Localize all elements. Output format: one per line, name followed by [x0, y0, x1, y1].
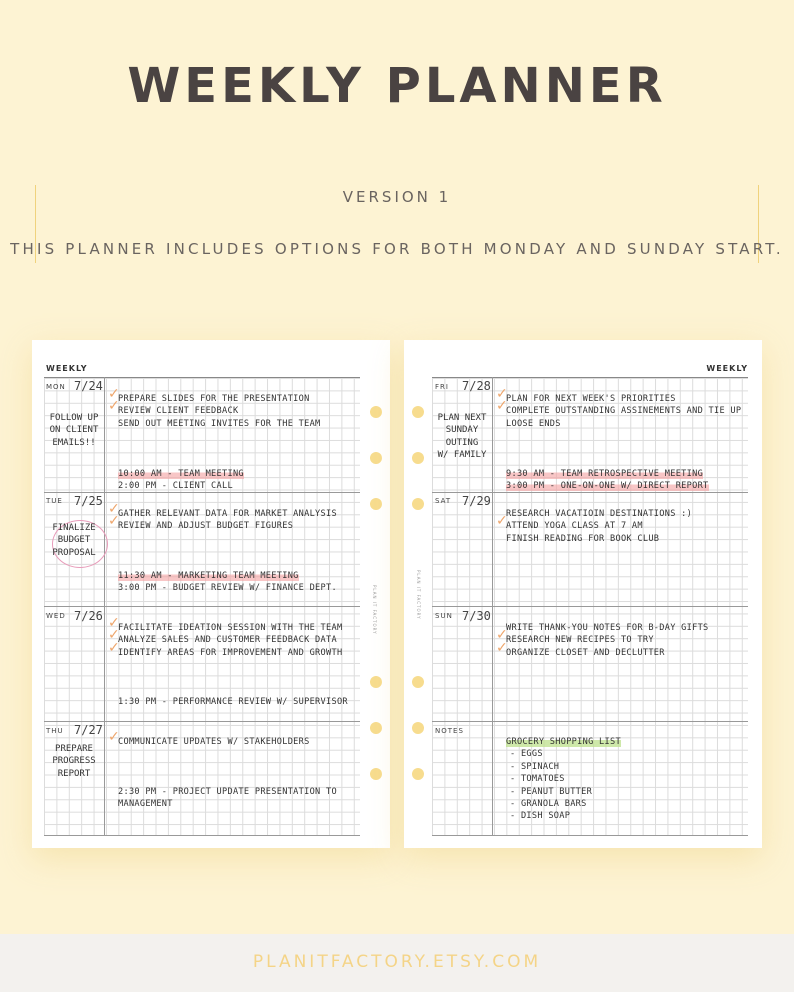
- list-item: - PEANUT BUTTER: [510, 787, 593, 797]
- task-item: FACILITATE IDEATION SESSION WITH THE TEAM: [118, 623, 343, 633]
- task-item: GATHER RELEVANT DATA FOR MARKET ANALYSIS: [118, 509, 337, 519]
- brand-vertical-text: PLAN IT FACTORY: [416, 570, 421, 620]
- ring-hole: [370, 498, 382, 510]
- checkmark-icon: ✓: [108, 386, 120, 402]
- checkmark-icon: ✓: [108, 615, 120, 631]
- grocery-list-title: GROCERY SHOPPING LIST: [506, 737, 621, 747]
- brand-vertical-text: PLAN IT FACTORY: [372, 585, 377, 635]
- task-item: ORGANIZE CLOSET AND DECLUTTER: [506, 648, 665, 658]
- footer-shop-url[interactable]: PLANITFACTORY.ETSY.COM: [252, 952, 542, 972]
- checkmark-icon: ✓: [108, 501, 120, 517]
- ring-hole: [412, 676, 424, 688]
- task-item: IDENTIFY AREAS FOR IMPROVEMENT AND GROWTH: [118, 648, 343, 658]
- checkmark-icon: ✓: [496, 386, 508, 402]
- task-item: RESEARCH VACATIOIN DESTINATIONS :): [506, 509, 693, 519]
- ring-hole: [370, 768, 382, 780]
- page-title: WEEKLY PLANNER: [127, 58, 667, 114]
- list-item: - SPINACH: [510, 762, 560, 772]
- checkmark-icon: ✓: [108, 729, 120, 745]
- event-item: 3:00 PM - BUDGET REVIEW W/ FINANCE DEPT.: [118, 583, 337, 593]
- checkmark-icon: ✓: [496, 398, 508, 414]
- list-item: - DISH SOAP: [510, 811, 571, 821]
- list-item: - TOMATOES: [510, 774, 565, 784]
- checkmark-icon: ✓: [108, 398, 120, 414]
- event-item: 11:30 AM - MARKETING TEAM MEETING: [118, 571, 299, 581]
- task-item: COMPLETE OUTSTANDING ASSINEMENTS AND TIE UP: [506, 406, 742, 416]
- day-separator: [432, 606, 748, 607]
- left-page-header: WEEKLY: [46, 364, 88, 373]
- version-label: VERSION 1: [342, 188, 452, 206]
- task-item: LOOSE ENDS: [506, 419, 561, 429]
- day-date: 7/28: [462, 379, 491, 393]
- task-item: FINISH READING FOR BOOK CLUB: [506, 534, 660, 544]
- day-date: 7/27: [74, 723, 103, 737]
- ring-hole: [412, 406, 424, 418]
- ring-hole: [412, 768, 424, 780]
- event-item: 1:30 PM - PERFORMANCE REVIEW W/ SUPERVISOR: [118, 697, 348, 707]
- event-item: 2:00 PM - CLIENT CALL: [118, 481, 233, 491]
- day-separator: [44, 721, 360, 722]
- day-date: 7/25: [74, 494, 103, 508]
- event-item: 2:30 PM - PROJECT UPDATE PRESENTATION TO: [118, 787, 337, 797]
- checkmark-icon: ✓: [108, 627, 120, 643]
- day-date: 7/24: [74, 379, 103, 393]
- day-note: PLAN NEXT SUNDAY OUTING W/ FAMILY: [437, 413, 487, 461]
- day-note: FOLLOW UP ON CLIENT EMAILS!!: [49, 413, 99, 448]
- right-page-header: WEEKLY: [706, 364, 748, 373]
- day-date: 7/30: [462, 609, 491, 623]
- checkmark-icon: ✓: [496, 513, 508, 529]
- page-bottom-line: [44, 835, 360, 836]
- event-item: 9:30 AM - TEAM RETROSPECTIVE MEETING: [506, 469, 704, 479]
- ring-hole: [412, 498, 424, 510]
- day-name: SUN: [435, 612, 453, 620]
- ring-hole: [370, 406, 382, 418]
- ring-hole: [370, 722, 382, 734]
- day-name: TUE: [46, 497, 63, 505]
- day-name: FRI: [435, 383, 449, 391]
- checkmark-icon: ✓: [108, 513, 120, 529]
- ring-hole: [412, 722, 424, 734]
- checkmark-icon: ✓: [496, 627, 508, 643]
- notes-label: NOTES: [435, 727, 464, 735]
- day-date: 7/29: [462, 494, 491, 508]
- task-item: PREPARE SLIDES FOR THE PRESENTATION: [118, 394, 310, 404]
- task-item: REVIEW AND ADJUST BUDGET FIGURES: [118, 521, 294, 531]
- list-item: - EGGS: [510, 749, 543, 759]
- ring-hole: [370, 676, 382, 688]
- day-name: MON: [46, 383, 66, 391]
- event-item: MANAGEMENT: [118, 799, 173, 809]
- checkmark-icon: ✓: [108, 640, 120, 656]
- task-item: COMMUNICATE UPDATES W/ STAKEHOLDERS: [118, 737, 310, 747]
- subtitle: THIS PLANNER INCLUDES OPTIONS FOR BOTH MONDAY AND SUNDAY START.: [10, 240, 784, 258]
- event-item: 10:00 AM - TEAM MEETING: [118, 469, 244, 479]
- ring-hole: [412, 452, 424, 464]
- task-item: RESEARCH NEW RECIPES TO TRY: [506, 635, 654, 645]
- day-name: SAT: [435, 497, 452, 505]
- day-name: WED: [46, 612, 66, 620]
- day-date: 7/26: [74, 609, 103, 623]
- checkmark-icon: ✓: [496, 640, 508, 656]
- task-item: ATTEND YOGA CLASS AT 7 AM: [506, 521, 643, 531]
- left-planner-page: [32, 340, 390, 848]
- ring-hole: [370, 452, 382, 464]
- page-bottom-line: [432, 835, 748, 836]
- list-item: - GRANOLA BARS: [510, 799, 587, 809]
- task-item: PLAN FOR NEXT WEEK'S PRIORITIES: [506, 394, 676, 404]
- task-item: REVIEW CLIENT FEEDBACK: [118, 406, 239, 416]
- day-separator: [432, 721, 748, 722]
- day-name: THU: [46, 727, 64, 735]
- task-item: ANALYZE SALES AND CUSTOMER FEEDBACK DATA: [118, 635, 337, 645]
- right-planner-page: [404, 340, 762, 848]
- event-item: 3:00 PM - ONE-ON-ONE W/ DIRECT REPORT: [506, 481, 709, 491]
- task-item: SEND OUT MEETING INVITES FOR THE TEAM: [118, 419, 321, 429]
- day-note: FINALIZE BUDGET PROPOSAL: [52, 523, 96, 558]
- task-item: WRITE THANK-YOU NOTES FOR B-DAY GIFTS: [506, 623, 709, 633]
- day-note: PREPARE PROGRESS REPORT: [52, 744, 96, 779]
- day-separator: [44, 606, 360, 607]
